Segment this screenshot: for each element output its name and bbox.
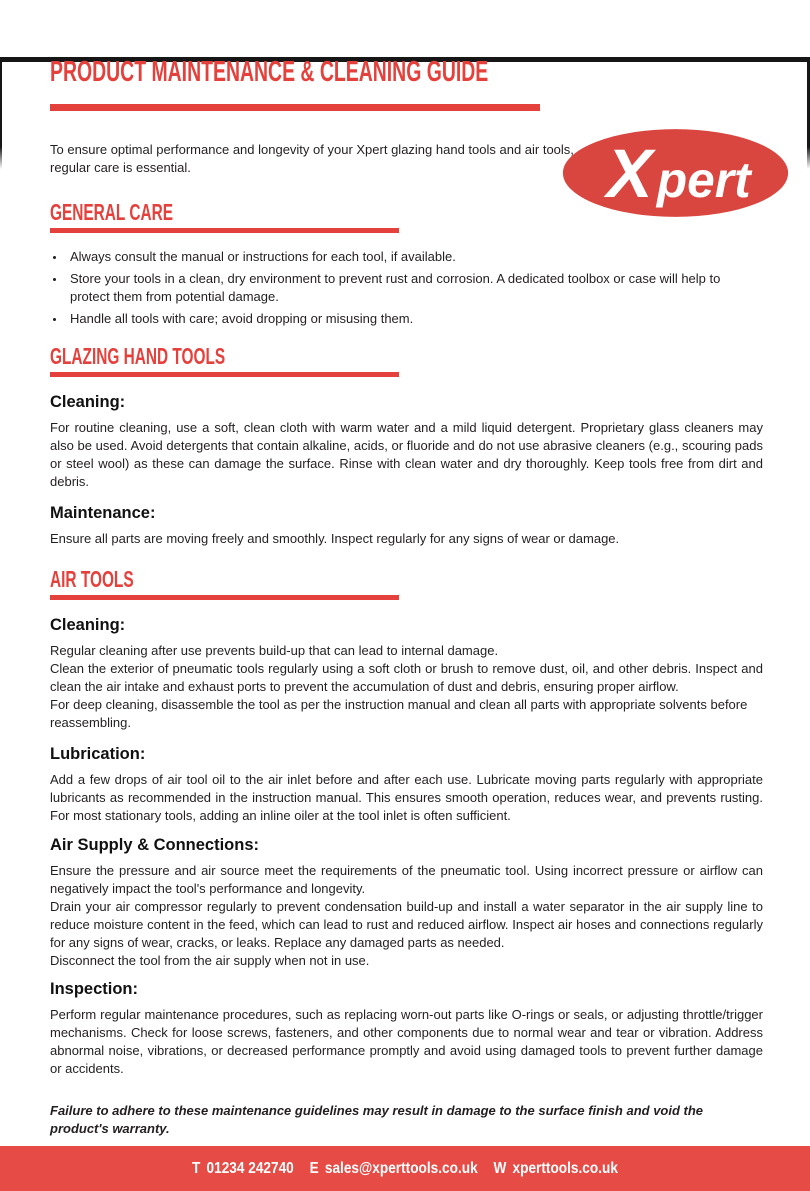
section-heading-glazing-hand-tools: GLAZING HAND TOOLS bbox=[50, 343, 226, 369]
footer-bar bbox=[0, 1146, 810, 1191]
bullet-text: Store your tools in a clean, dry environment to prevent rust and corrosion. A dedicated toolbox or case will help to protect them from potential damage. bbox=[70, 271, 721, 304]
website-label: W bbox=[493, 1159, 507, 1177]
bullet-icon bbox=[53, 256, 56, 259]
paragraph-air-supply: Drain your air compressor regularly to prevent condensation build-up and install a water separator in the air supply line to reduce moisture content in the feed, which can lead to rust and reduced airflow. Inspect air hoses and connections regularly for any signs of wear, cracks, or leaks. Replace any damaged parts as needed. bbox=[50, 899, 763, 950]
bullet-text: Handle all tools with care; avoid dropping or misusing them. bbox=[70, 311, 414, 326]
page-content bbox=[0, 57, 810, 1138]
bullet-icon bbox=[53, 318, 56, 321]
website-link[interactable]: xperttools.co.uk bbox=[512, 1159, 618, 1177]
footer-email-group bbox=[310, 1160, 478, 1178]
email-label: E bbox=[309, 1159, 319, 1177]
paragraph-air-cleaning: Clean the exterior of pneumatic tools regularly using a soft cloth or brush to remove dust, oil, and other debris. Inspect and clean the air intake and exhaust ports to prevent the accumulation of dust and debris, ensuring proper airflow. bbox=[50, 661, 763, 694]
paragraph-glazing-cleaning: For routine cleaning, use a soft, clean cloth with warm water and a mild liquid detergent. Proprietary glass cleaners may also be used. Avoid detergents that contain alkaline, acids, or fluoride and do not use abrasive cleaners (e.g., scouring pads or steel wool) as these can damage the surface. Rinse with clean water and dry thoroughly. Keep tools free from dirt and debris. bbox=[50, 420, 763, 489]
footer-website-group bbox=[494, 1160, 618, 1178]
logo-text: X pert bbox=[606, 134, 751, 212]
bullet-text: Always consult the manual or instructions for each tool, if available. bbox=[70, 249, 456, 264]
general-care-bullet-list bbox=[50, 248, 763, 328]
section-glazing-hand-tools bbox=[50, 344, 763, 548]
bullet-item bbox=[50, 248, 763, 266]
paragraph-glazing-maintenance: Ensure all parts are moving freely and smoothly. Inspect regularly for any signs of wear or damage. bbox=[50, 531, 620, 546]
paragraph-air-supply: Disconnect the tool from the air supply when not in use. bbox=[50, 953, 370, 968]
paragraph-air-supply: Ensure the pressure and air source meet the requirements of the pneumatic tool. Using incorrect pressure or airflow can negatively impact the tool's performance and longevity. bbox=[50, 863, 763, 896]
phone-number: 01234 242740 bbox=[206, 1159, 294, 1177]
subheading-inspection: Inspection: bbox=[50, 980, 139, 998]
email-link[interactable]: sales@xperttools.co.uk bbox=[324, 1159, 478, 1177]
paragraph-lubrication: Add a few drops of air tool oil to the air inlet before and after each use. Lubricate moving parts regularly with appropriate lubricants as recommended in the instruction manual. This ensures smooth operation, reduces wear, and prevents rusting. For most stationary tools, adding an inline oiler at the tool inlet is often sufficient. bbox=[50, 772, 763, 823]
xpert-logo bbox=[561, 127, 790, 219]
page-edge-left bbox=[0, 57, 2, 169]
section-general-care bbox=[50, 200, 763, 328]
document-page bbox=[0, 57, 810, 1191]
page-title: PRODUCT MAINTENANCE & CLEANING GUIDE bbox=[50, 56, 489, 88]
section-underline bbox=[50, 372, 399, 377]
subheading-cleaning: Cleaning: bbox=[50, 393, 126, 411]
bullet-item bbox=[50, 310, 763, 328]
warranty-warning-note: Failure to adhere to these maintenance guidelines may result in damage to the surface finish and void the product's warranty. bbox=[50, 1103, 704, 1136]
intro-text: To ensure optimal performance and longevity of your Xpert glazing hand tools and air tools, regular care is essential. bbox=[50, 142, 574, 175]
footer-contact bbox=[192, 1160, 618, 1178]
footer-phone-group bbox=[192, 1160, 294, 1178]
title-underline bbox=[50, 104, 540, 111]
section-air-tools bbox=[50, 567, 763, 1078]
phone-label: T bbox=[192, 1159, 201, 1177]
subheading-air-supply-connections: Air Supply & Connections: bbox=[50, 836, 260, 854]
subheading-air-cleaning: Cleaning: bbox=[50, 616, 126, 634]
subheading-lubrication: Lubrication: bbox=[50, 745, 146, 763]
section-heading-general-care: GENERAL CARE bbox=[50, 199, 174, 225]
section-underline bbox=[50, 595, 399, 600]
paragraph-inspection: Perform regular maintenance procedures, such as replacing worn-out parts like O-rings or seals, or adjusting throttle/trigger mechanisms. Check for loose screws, fasteners, and other components due to normal wear and tear or vibration. Address abnormal noise, vibrations, or decreased performance promptly and avoid using damaged tools to prevent further damage or accidents. bbox=[50, 1007, 763, 1076]
paragraph-air-cleaning: Regular cleaning after use prevents build-up that can lead to internal damage. bbox=[50, 643, 499, 658]
section-heading-air-tools: AIR TOOLS bbox=[50, 566, 134, 592]
subheading-maintenance: Maintenance: bbox=[50, 504, 156, 522]
section-underline bbox=[50, 228, 399, 233]
bullet-icon bbox=[53, 278, 56, 281]
bullet-item bbox=[50, 270, 763, 306]
paragraph-air-cleaning: For deep cleaning, disassemble the tool as per the instruction manual and clean all parts with appropriate solvents before reassembling. bbox=[50, 697, 748, 730]
